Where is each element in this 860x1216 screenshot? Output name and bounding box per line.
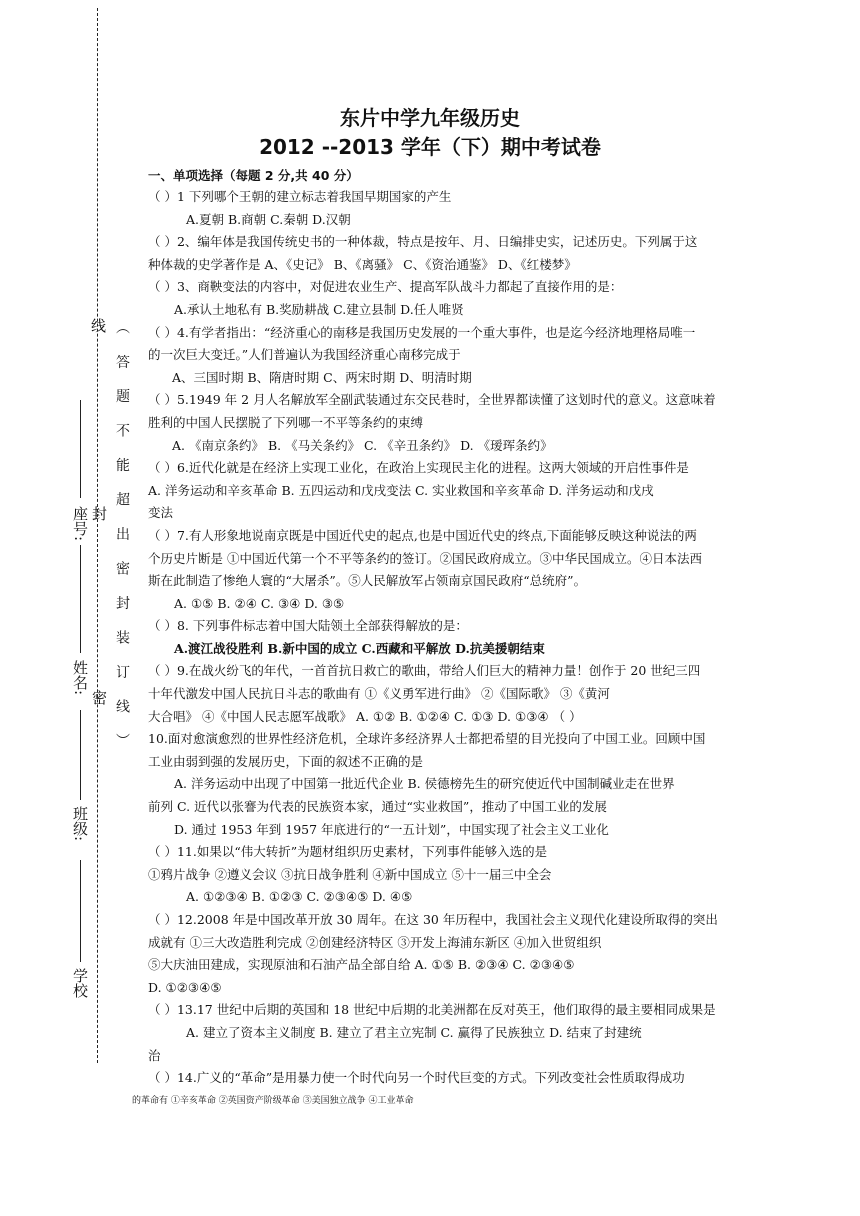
question-line: （ ）4.有学者指出：“经济重心的南移是我国历史发展的一个重大事件，也是迄今经济地理格局唯一 xyxy=(148,324,696,340)
exam-subtitle: 2012 --2013 学年（下）期中考试卷 xyxy=(259,135,601,159)
question-line: 胜利的中国人民摆脱了下列哪一不平等条约的束缚 xyxy=(148,414,424,430)
seat-number-label: 座号: xyxy=(71,506,89,542)
option-line: A. ①②③④ B. ①②③ C. ②③④⑤ D. ④⑤ xyxy=(186,889,413,905)
question-line: （ ）1 下列哪个王朝的建立标志着我国早期国家的产生 xyxy=(148,189,452,204)
question-line: （ ）12.2008 年是中国改革开放 30 周年。在这 30 年历程中，我国社会主义现代化建设所取得的突出 xyxy=(148,912,718,927)
question-list xyxy=(132,186,734,1112)
question-line: （ ）2、编年体是我国传统史书的一种体裁，特点是按年、月、日编排史实，记述历史。下列属于这 xyxy=(148,234,698,250)
question-line: 大合唱》 ④《中国人民志愿军战歌》 A. ①② B. ①②④ C. ①③ D. ①③④ （ ） xyxy=(148,708,582,724)
school-field[interactable] xyxy=(80,860,81,962)
option-line: A. 建立了资本主义制度 B. 建立了君主立宪制 C. 赢得了民族独立 D. 结束了封建统 xyxy=(186,1024,642,1040)
question-line: （ ）13.17 世纪中后期的英国和 18 世纪中后期的北美洲都在反对英王，他们取得的最主要相同成果是 xyxy=(148,1002,716,1018)
option-line: A、三国时期 B、隋唐时期 C、两宋时期 D、明清时期 xyxy=(172,369,472,385)
class-label: 班级: xyxy=(71,806,89,842)
exam-title: 东片中学九年级历史 xyxy=(340,106,520,130)
class-field[interactable] xyxy=(80,710,81,800)
question-line: ⑤大庆油田建成，实现原油和石油产品全部自给 A. ①⑤ B. ②③④ C. ②③④⑤ xyxy=(148,957,575,973)
option-line: A. 洋务运动中出现了中国第一批近代企业 B. 侯德榜先生的研究使近代中国制碱业走在世界 xyxy=(174,776,675,792)
option-line: A.渡江战役胜利 B.新中国的成立 C.西藏和平解放 D.抗美援朝结束 xyxy=(174,640,545,656)
question-line: （ ）7.有人形象地说南京既是中国近代史的起点,也是中国近代史的终点,下面能够反映这种说法的两 xyxy=(148,527,697,543)
question-line: 变法 xyxy=(148,505,174,521)
binding-feng-char: 封 xyxy=(90,506,108,521)
question-line: （ ）3、商鞅变法的内容中，对促进农业生产、提高军队战斗力都起了直接作用的是： xyxy=(148,279,623,295)
seal-instruction: （ 答 题 不 能 超 出 密 封 装 订 线 ） xyxy=(114,320,130,756)
option-line: A. 《南京条约》 B. 《马关条约》 C. 《辛丑条约》 D. 《瑷珲条约》 xyxy=(172,437,553,453)
binding-dashed-line xyxy=(97,8,98,1063)
question-line: （ ）8. 下列事件标志着中国大陆领土全部获得解放的是： xyxy=(148,618,468,634)
question-line: （ ）14.广义的“革命”是用暴力使一个时代向另一个时代巨变的方式。下列改变社会性质取得成功 xyxy=(148,1070,685,1086)
option-line: D. 通过 1953 年到 1957 年底进行的“一五计划”，中国实现了社会主义工业化 xyxy=(174,821,609,837)
option-line: A.夏朝 B.商朝 C.秦朝 D.汉朝 xyxy=(186,211,351,227)
question-line: （ ）9.在战火纷飞的年代，一首首抗日救亡的歌曲，带给人们巨大的精神力量！创作于 20 世纪三四 xyxy=(148,663,701,679)
name-field[interactable] xyxy=(80,545,81,653)
question-line: （ ）5.1949 年 2 月人名解放军全副武装通过东交民巷时，全世界都读懂了这划时代的意义。这意味着 xyxy=(148,392,716,408)
question-line: 成就有 ①三大改造胜利完成 ②创建经济特区 ③开发上海浦东新区 ④加入世贸组织 xyxy=(148,934,602,950)
option-line: 前列 C. 近代以张謇为代表的民族资本家，通过“实业救国”，推动了中国工业的发展 xyxy=(148,799,607,815)
option-line: D. ①②③④⑤ xyxy=(148,979,222,995)
section-heading: 一、单项选择（每题 2 分,共 40 分） xyxy=(148,168,359,183)
option-line: A.承认土地私有 B.奖励耕战 C.建立县制 D.任人唯贤 xyxy=(174,301,464,317)
question-line: （ ）11.如果以“伟大转折”为题材组织历史素材，下列事件能够入选的是 xyxy=(148,844,548,860)
name-label: 姓名: xyxy=(71,660,89,696)
question-line: 10.面对愈演愈烈的世界性经济危机，全球许多经济界人士都把希望的目光投向了中国工业。回顾中国 xyxy=(148,731,706,747)
option-line: ①鸦片战争 ②遵义会议 ③抗日战争胜利 ④新中国成立 ⑤十一届三中全会 xyxy=(148,866,552,882)
binding-line-char: 线 xyxy=(89,318,107,333)
question-line: 工业由弱到强的发展历史，下面的叙述不正确的是 xyxy=(148,753,424,769)
question-line: 治 xyxy=(148,1047,161,1063)
question-line: 的革命有 ①辛亥革命 ②英国资产阶级革命 ③美国独立战争 ④工业革命 xyxy=(132,1095,414,1106)
question-line: （ ）6.近代化就是在经济上实现工业化，在政治上实现民主化的进程。这两大领域的开启性事件是 xyxy=(148,460,689,476)
question-line: 斯在此制造了惨绝人寰的“大屠杀”。⑤人民解放军占领南京国民政府“总统府”。 xyxy=(148,573,587,589)
option-line: A. 洋务运动和辛亥革命 B. 五四运动和戊戌变法 C. 实业救国和辛亥革命 D. 洋务运动和戊戌 xyxy=(148,482,654,498)
question-line: 个历史片断是 ①中国近代第一个不平等条约的签订。②国民政府成立。③中华民国成立。④日本法西 xyxy=(148,550,702,566)
question-line: 种体裁的史学著作是 A、《史记》 B、《离骚》 C、《资治通鉴》 D、《红楼梦》 xyxy=(148,256,577,272)
option-line: A. ①⑤ B. ②④ C. ③④ D. ③⑤ xyxy=(174,595,345,611)
binding-mi-char: 密 xyxy=(90,690,108,705)
school-label: 学校 xyxy=(71,968,89,998)
question-line: 的一次巨大变迁。”人们普遍认为我国经济重心南移完成于 xyxy=(148,347,461,363)
seat-number-field[interactable] xyxy=(80,400,81,498)
question-line: 十年代激发中国人民抗日斗志的歌曲有 ①《义勇军进行曲》 ②《国际歌》 ③《黄河 xyxy=(148,686,610,702)
